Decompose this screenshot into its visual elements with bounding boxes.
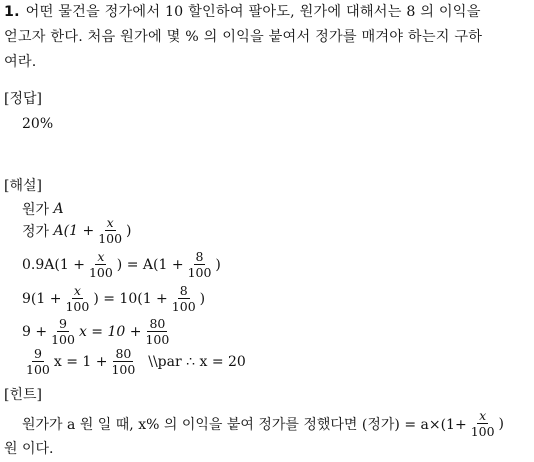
- row5-den2: 100: [145, 332, 170, 347]
- row1-expr: A: [53, 201, 64, 217]
- row4-den2: 100: [171, 299, 196, 314]
- row6-den2: 100: [111, 362, 136, 377]
- row5-num2: 80: [149, 316, 166, 331]
- solution-row-6: [22, 346, 246, 377]
- row5-fraction-2: [143, 316, 171, 347]
- row5-den1: 100: [51, 332, 75, 347]
- row2-fraction: [96, 215, 124, 246]
- problem-line-1: [4, 3, 481, 21]
- row2-label: 정가: [22, 223, 50, 240]
- row4-fraction-1: [63, 283, 91, 314]
- row3-pre: 0.9A(1 +: [22, 256, 85, 273]
- hint-heading: [힌트]: [4, 387, 42, 403]
- problem-number: 1.: [4, 4, 20, 20]
- row6-den1: 100: [26, 362, 50, 377]
- row3-fraction-2: [186, 249, 214, 280]
- row2-num: x: [106, 215, 114, 230]
- row3-den2: 100: [187, 265, 212, 280]
- row3-num1: x: [97, 249, 105, 264]
- row4-num1: x: [73, 283, 81, 298]
- answer-heading: [정답]: [4, 91, 42, 107]
- row2-pre: A(1 +: [53, 222, 95, 239]
- row6-post: \\par ∴ x = 20: [139, 353, 246, 370]
- row1-label: 원가: [22, 202, 50, 218]
- row5-mid: x = 10 +: [78, 323, 142, 340]
- row3-den1: 100: [88, 265, 113, 280]
- problem-line-2: 얻고자 한다. 처음 원가에 몇 % 의 이익을 붙여서 정가를 매겨야 하는지 구하: [4, 29, 483, 45]
- row5-num1: 9: [59, 316, 67, 331]
- problem-line-3: 여라.: [4, 54, 37, 70]
- solution-row-5: [22, 316, 173, 347]
- row4-post: ): [199, 290, 206, 307]
- row6-num1: 9: [33, 346, 42, 361]
- row3-post: ): [215, 256, 221, 273]
- row2-post: ): [126, 222, 132, 239]
- solution-row-4: [22, 283, 205, 314]
- hint-text-close: ): [498, 415, 505, 432]
- row6-fraction-1: [24, 346, 52, 377]
- hint-line-1: [22, 408, 504, 439]
- row3-num2: 8: [195, 249, 204, 264]
- row6-num2: 80: [115, 346, 132, 361]
- row6-fraction-2: [109, 346, 137, 377]
- hint-line-2: 원 이다.: [4, 441, 54, 457]
- row4-fraction-2: [170, 283, 198, 314]
- row6-mid: x = 1 +: [53, 353, 108, 370]
- row5-fraction-1: [49, 316, 77, 347]
- hint-fraction: [469, 408, 497, 439]
- row3-fraction-1: [87, 249, 115, 280]
- problem-text-1: 어떤 물건을 정가에서 10 할인하여 팔아도, 원가에 대해서는 8 의 이익을: [25, 4, 481, 20]
- row3-mid: ) = A(1 +: [116, 256, 184, 273]
- solution-row-3: [22, 249, 221, 280]
- row4-mid: ) = 10(1 +: [93, 290, 168, 307]
- hint-den: 100: [470, 424, 495, 439]
- solution-heading: [해설]: [4, 178, 42, 194]
- row4-den1: 100: [65, 299, 90, 314]
- row5-pre: 9 +: [22, 323, 48, 340]
- hint-text-1: 원가가 a 원 일 때, x% 의 이익을 붙여 정가를 정했다면 (정가) = a×(1+: [22, 416, 467, 433]
- answer-value: 20%: [22, 116, 54, 132]
- row4-num2: 8: [179, 283, 188, 298]
- row4-pre: 9(1 +: [22, 290, 62, 307]
- hint-num: x: [479, 408, 487, 423]
- solution-row-2: [22, 215, 132, 246]
- row2-den: 100: [98, 231, 123, 246]
